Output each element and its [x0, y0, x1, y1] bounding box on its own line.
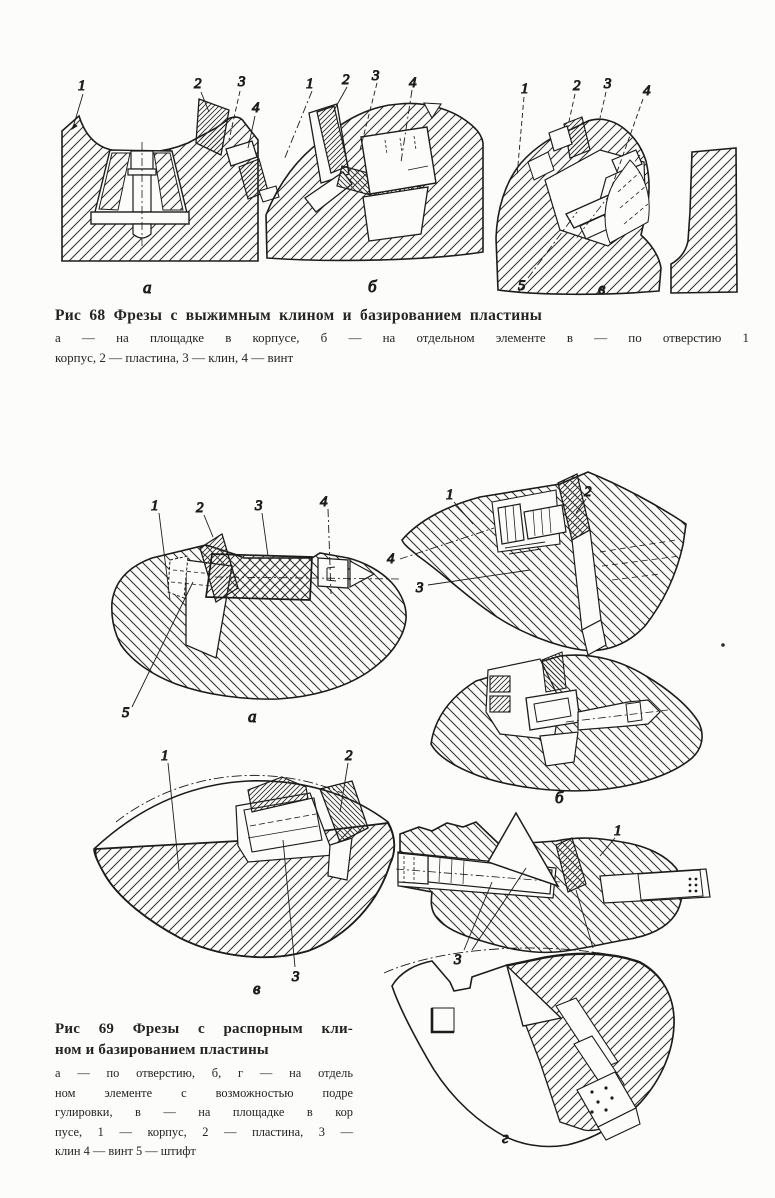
wedge-triangle — [542, 652, 566, 692]
callout-number: 4 — [387, 551, 395, 567]
fig68-caption-legend-line: а — на площадке в корпусе, б — на отдельном элементе в — по отверстию 1 — [55, 330, 749, 345]
seat-block — [363, 187, 428, 241]
callout-number: 3 — [292, 969, 300, 985]
fig69-view-a — [112, 494, 406, 726]
fig69-view-g-top — [396, 813, 710, 968]
callout-number: 3 — [238, 74, 246, 90]
fig69-caption — [55, 1019, 353, 1159]
fig68-caption — [55, 307, 749, 365]
view-letter: в — [253, 979, 261, 998]
callout-number: 4 — [409, 75, 417, 91]
view-letter: а — [248, 707, 257, 726]
callout-number: 1 — [614, 823, 622, 839]
callout-number: 3 — [454, 952, 462, 968]
callout-number: 1 — [306, 76, 314, 92]
body-column — [671, 148, 737, 293]
callout-number: 4 — [643, 83, 651, 99]
fig69-caption-legend-line: пусе, 1 — корпус, 2 — пластина, 3 — — [55, 1124, 353, 1139]
callout-number: 3 — [416, 580, 424, 596]
fig68-view-a — [62, 74, 279, 297]
callout-number: 2 — [342, 72, 350, 88]
fig69-caption-title-line: ном и базированием пластины — [55, 1042, 269, 1058]
screw-head — [361, 127, 436, 194]
fig69-view-b-top — [387, 472, 686, 655]
fig69-view-b-bottom — [431, 652, 702, 807]
stray-dot — [721, 643, 725, 647]
fig69-caption-legend-line: а — по отверстию, б, г — на отдель — [55, 1066, 353, 1080]
view-letter: в — [598, 279, 606, 298]
callout-number: 2 — [194, 76, 202, 92]
callout-number: 4 — [320, 494, 328, 510]
callout-number: 5 — [122, 705, 130, 721]
fig68-view-v — [496, 76, 737, 298]
callout-number: 2 — [345, 748, 353, 764]
callout-number: 5 — [518, 278, 526, 294]
corner-bracket — [432, 1008, 454, 1032]
callout-number: 2 — [584, 484, 592, 500]
callout-number: 2 — [196, 500, 204, 516]
fig69-caption-legend-line: гулировки, в — на площадке в кор — [55, 1105, 353, 1120]
fig69-caption-legend-line: ном элементе с возможностью подре — [55, 1085, 353, 1100]
callout-number: 1 — [521, 81, 529, 97]
callout-number: 1 — [161, 748, 169, 764]
fig69-caption-title-line: Рис 69 Фрезы с распорным кли- — [55, 1021, 353, 1037]
callout-number: 2 — [573, 78, 581, 94]
callout-number: 4 — [252, 100, 260, 116]
fig69-view-g-bottom — [384, 948, 674, 1147]
callout-number: 1 — [446, 487, 454, 503]
bolt-section-upper — [490, 676, 510, 692]
fig69-caption-legend-line: клин 4 — винт 5 — штифт — [55, 1144, 196, 1159]
view-letter: а — [143, 278, 152, 297]
callout-number: 1 — [151, 498, 159, 514]
fig68-view-b — [266, 68, 483, 296]
fig68-caption-title: Рис 68 Фрезы с выжимным клином и базированием пластины — [55, 307, 543, 324]
callout-number: 3 — [372, 68, 380, 84]
callout-number: 3 — [604, 76, 612, 92]
seat-block — [540, 732, 578, 766]
view-letter: б — [368, 277, 377, 296]
callout-number: 3 — [255, 498, 263, 514]
callout-number: 1 — [78, 78, 86, 94]
view-letter: г — [502, 1128, 509, 1147]
fig68-caption-legend-line: корпус, 2 — пластина, 3 — клин, 4 — винт — [55, 350, 294, 365]
view-letter: б — [555, 788, 564, 807]
fig69-view-v — [94, 748, 394, 998]
bolt-section-lower — [490, 696, 510, 712]
